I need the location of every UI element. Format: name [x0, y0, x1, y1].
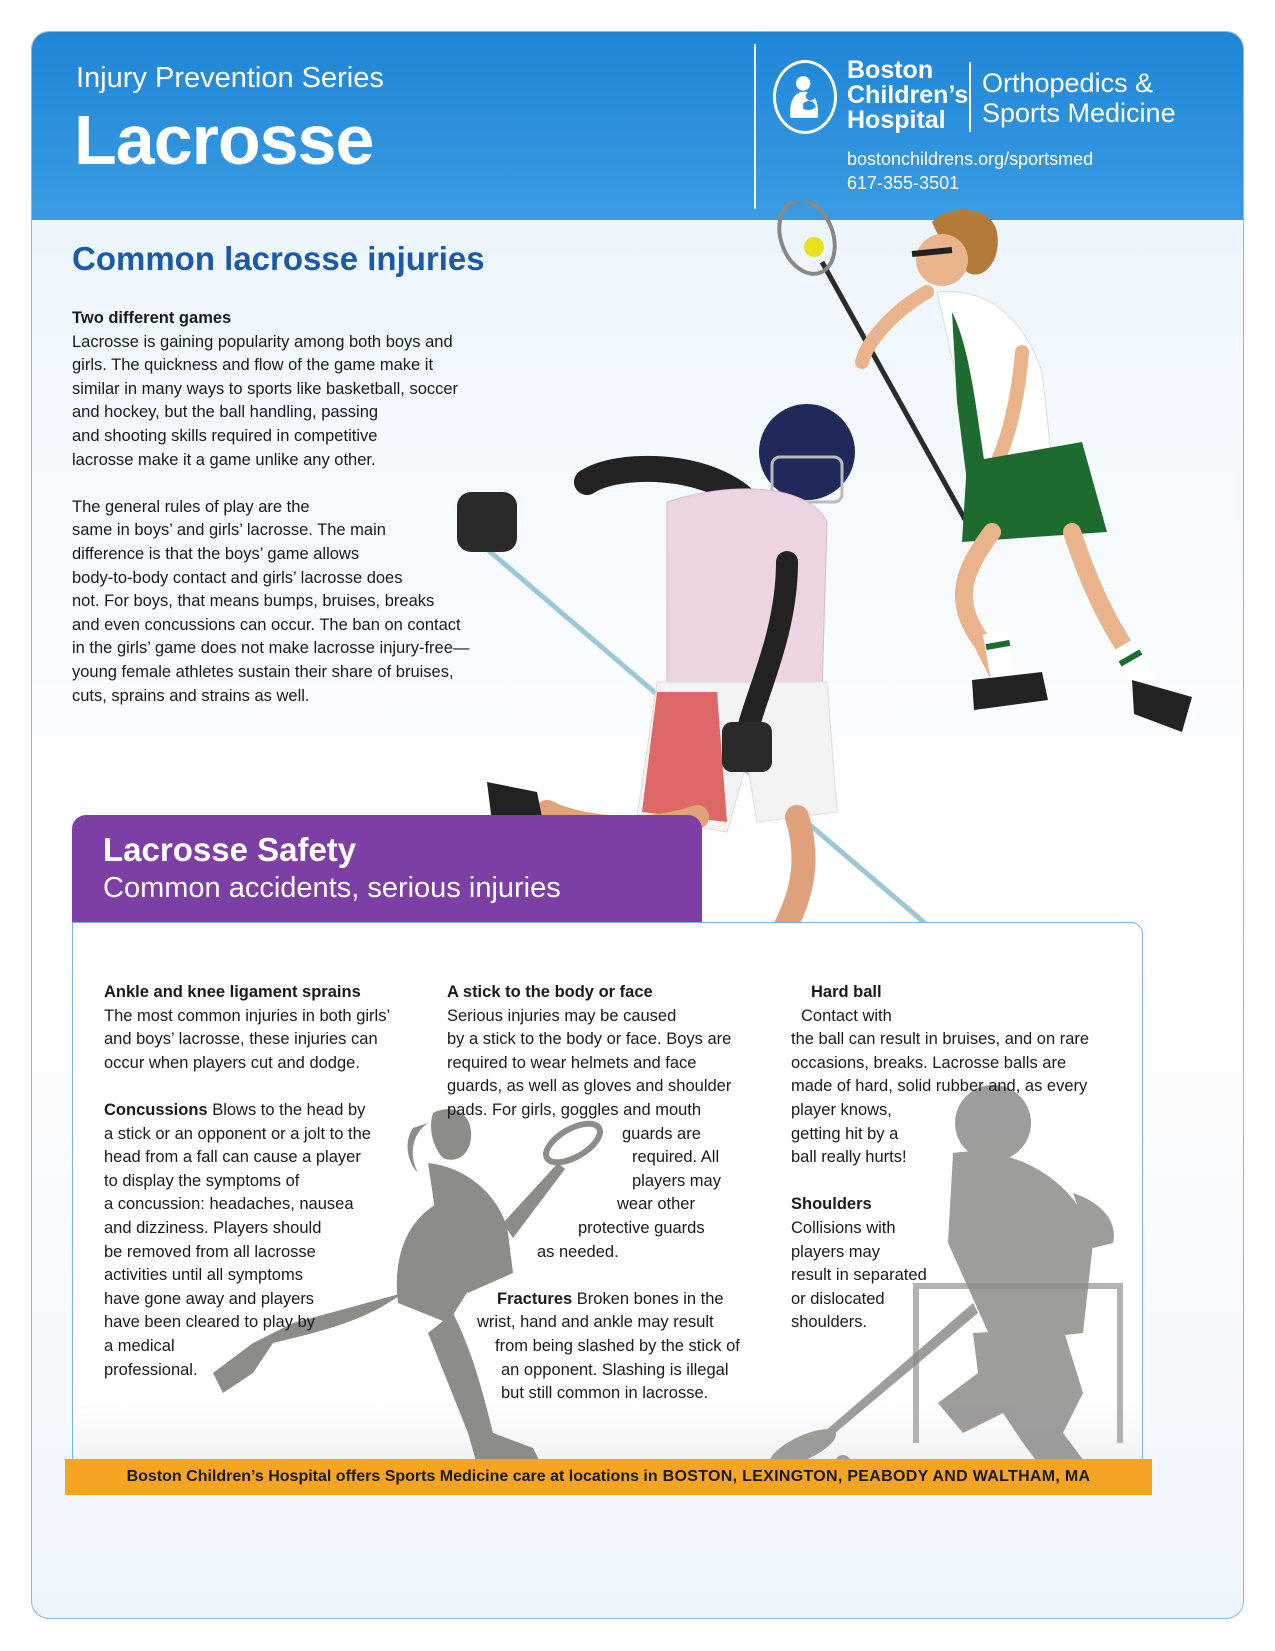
hospital-name-line: Boston: [847, 56, 934, 84]
stick-line: by a stick to the body or face. Boys are: [447, 1030, 732, 1049]
hardball-heading: Hard ball: [811, 983, 882, 1001]
shoulders-line: Collisions with: [791, 1218, 896, 1237]
stick-line: Serious injuries may be caused: [447, 1006, 677, 1025]
intro-line: and shooting skills required in competitive: [72, 426, 378, 445]
intro-line: cuts, sprains and strains as well.: [72, 686, 310, 705]
hardball-line: the ball can result in bruises, and on rare: [791, 1030, 1090, 1049]
stick-line: wear other: [617, 1195, 695, 1214]
header-divider: [754, 44, 756, 209]
stick-line: protective guards: [578, 1218, 705, 1237]
sprains-line: The most common injuries in both girls’: [104, 1006, 391, 1025]
fractures-line: but still common in lacrosse.: [501, 1384, 709, 1403]
stick-line: guards are: [622, 1124, 701, 1143]
intro-line: and hockey, but the ball handling, passing: [72, 403, 379, 422]
shoulders-line: players may: [791, 1242, 880, 1261]
hospital-name: [847, 58, 968, 133]
intro-line: and even concussions can occur. The ban on contact: [72, 615, 461, 634]
intro-text: [72, 307, 469, 708]
shoulders-line: result in separated: [791, 1266, 927, 1285]
column-2: [447, 981, 740, 1406]
hospital-name-line: Hospital: [847, 106, 946, 134]
intro-subtitle: Two different games: [72, 309, 232, 327]
intro-line: Lacrosse is gaining popularity among both boys and: [72, 332, 453, 351]
hospital-logo-icon: [773, 60, 837, 134]
fractures-line: from being slashed by the stick of: [495, 1336, 740, 1355]
column-3: [791, 981, 1089, 1335]
safety-content-box: [72, 922, 1143, 1482]
concussions-line: a stick or an opponent or a jolt to the: [104, 1124, 371, 1143]
shoulders-line: shoulders.: [791, 1313, 868, 1332]
hardball-line: made of hard, solid rubber and, as every: [791, 1077, 1088, 1096]
stick-line: required. All: [632, 1148, 720, 1167]
hardball-line: player knows,: [791, 1100, 892, 1119]
department-line: Sports Medicine: [982, 98, 1176, 128]
page: [31, 31, 1244, 1619]
intro-line: body-to-body contact and girls’ lacrosse does: [72, 568, 403, 587]
logo-divider: [969, 62, 971, 132]
sprains-line: occur when players cut and dodge.: [104, 1053, 360, 1072]
intro-line: not. For boys, that means bumps, bruises, breaks: [72, 592, 435, 611]
sprains-heading: Ankle and knee ligament sprains: [104, 983, 361, 1001]
fractures-line: an opponent. Slashing is illegal: [501, 1360, 729, 1379]
website-link[interactable]: bostonchildrens.org/sportsmed: [847, 149, 1094, 169]
stick-line: players may: [632, 1171, 721, 1190]
concussions-line: to display the symptoms of: [104, 1171, 300, 1190]
intro-line: similar in many ways to sports like basketball, soccer: [72, 379, 459, 398]
concussions-line: have gone away and players: [104, 1289, 315, 1308]
stick-line: as needed.: [537, 1242, 619, 1261]
concussions-line: professional.: [104, 1360, 198, 1379]
concussions-heading: Concussions: [104, 1100, 208, 1119]
intro-line: girls. The quickness and flow of the game make it: [72, 356, 434, 375]
sprains-line: and boys’ lacrosse, these injuries can: [104, 1030, 378, 1049]
fractures-line: wrist, hand and ankle may result: [477, 1313, 714, 1332]
footer-banner: [65, 1459, 1152, 1495]
stick-line: pads. For girls, goggles and mouth: [447, 1100, 702, 1119]
shoulders-line: or dislocated: [791, 1289, 885, 1308]
contact-info: [847, 147, 1093, 195]
intro-line: difference is that the boys’ game allows: [72, 544, 360, 563]
concussions-line: activities until all symptoms: [104, 1266, 303, 1285]
concussions-line: be removed from all lacrosse: [104, 1242, 316, 1261]
stick-line: guards, as well as gloves and shoulder: [447, 1077, 732, 1096]
concussions-line: and dizziness. Players should: [104, 1218, 322, 1237]
department-line: Orthopedics &: [982, 68, 1154, 98]
column-1: [104, 981, 390, 1382]
concussions-line: head from a fall can cause a player: [104, 1148, 361, 1167]
hardball-line: Contact with: [801, 1006, 892, 1025]
footer-locations: BOSTON, LEXINGTON, PEABODY AND WALTHAM, MA: [662, 1468, 1091, 1485]
intro-line: The general rules of play are the: [72, 497, 310, 516]
page-title: Lacrosse: [74, 101, 374, 179]
header-banner: [32, 32, 1243, 220]
series-label: Injury Prevention Series: [76, 62, 384, 94]
stick-line: required to wear helmets and face: [447, 1053, 697, 1072]
intro-line: young female athletes sustain their share of bruises,: [72, 662, 454, 681]
fractures-line: Broken bones in the: [576, 1289, 724, 1308]
shoulders-heading: Shoulders: [791, 1195, 872, 1214]
hospital-name-line: Children’s: [847, 81, 969, 109]
fractures-heading: Fractures: [497, 1289, 573, 1308]
concussions-line: Blows to the head by: [212, 1100, 366, 1119]
hardball-line: getting hit by a: [791, 1124, 899, 1143]
concussions-line: a medical: [104, 1336, 175, 1355]
phone-number: 617-355-3501: [847, 173, 960, 193]
concussions-line: have been cleared to play by: [104, 1313, 315, 1332]
safety-subtitle: Common accidents, serious injuries: [103, 872, 561, 904]
department-name: [982, 68, 1176, 128]
safety-title: Lacrosse Safety: [103, 831, 357, 868]
footer-text: Boston Children’s Hospital offers Sports Medicine care at locations in: [126, 1468, 658, 1485]
hardball-line: ball really hurts!: [791, 1148, 907, 1167]
concussions-line: a concussion: headaches, nausea: [104, 1195, 354, 1214]
safety-banner: [72, 815, 702, 923]
intro-line: in the girls’ game does not make lacrosse injury-free—: [72, 639, 470, 658]
stick-heading: A stick to the body or face: [447, 983, 653, 1001]
section-title-injuries: Common lacrosse injuries: [72, 240, 485, 277]
intro-line: lacrosse make it a game unlike any other.: [72, 450, 376, 469]
hardball-line: occasions, breaks. Lacrosse balls are: [791, 1053, 1067, 1072]
intro-line: same in boys’ and girls’ lacrosse. The main: [72, 521, 386, 540]
